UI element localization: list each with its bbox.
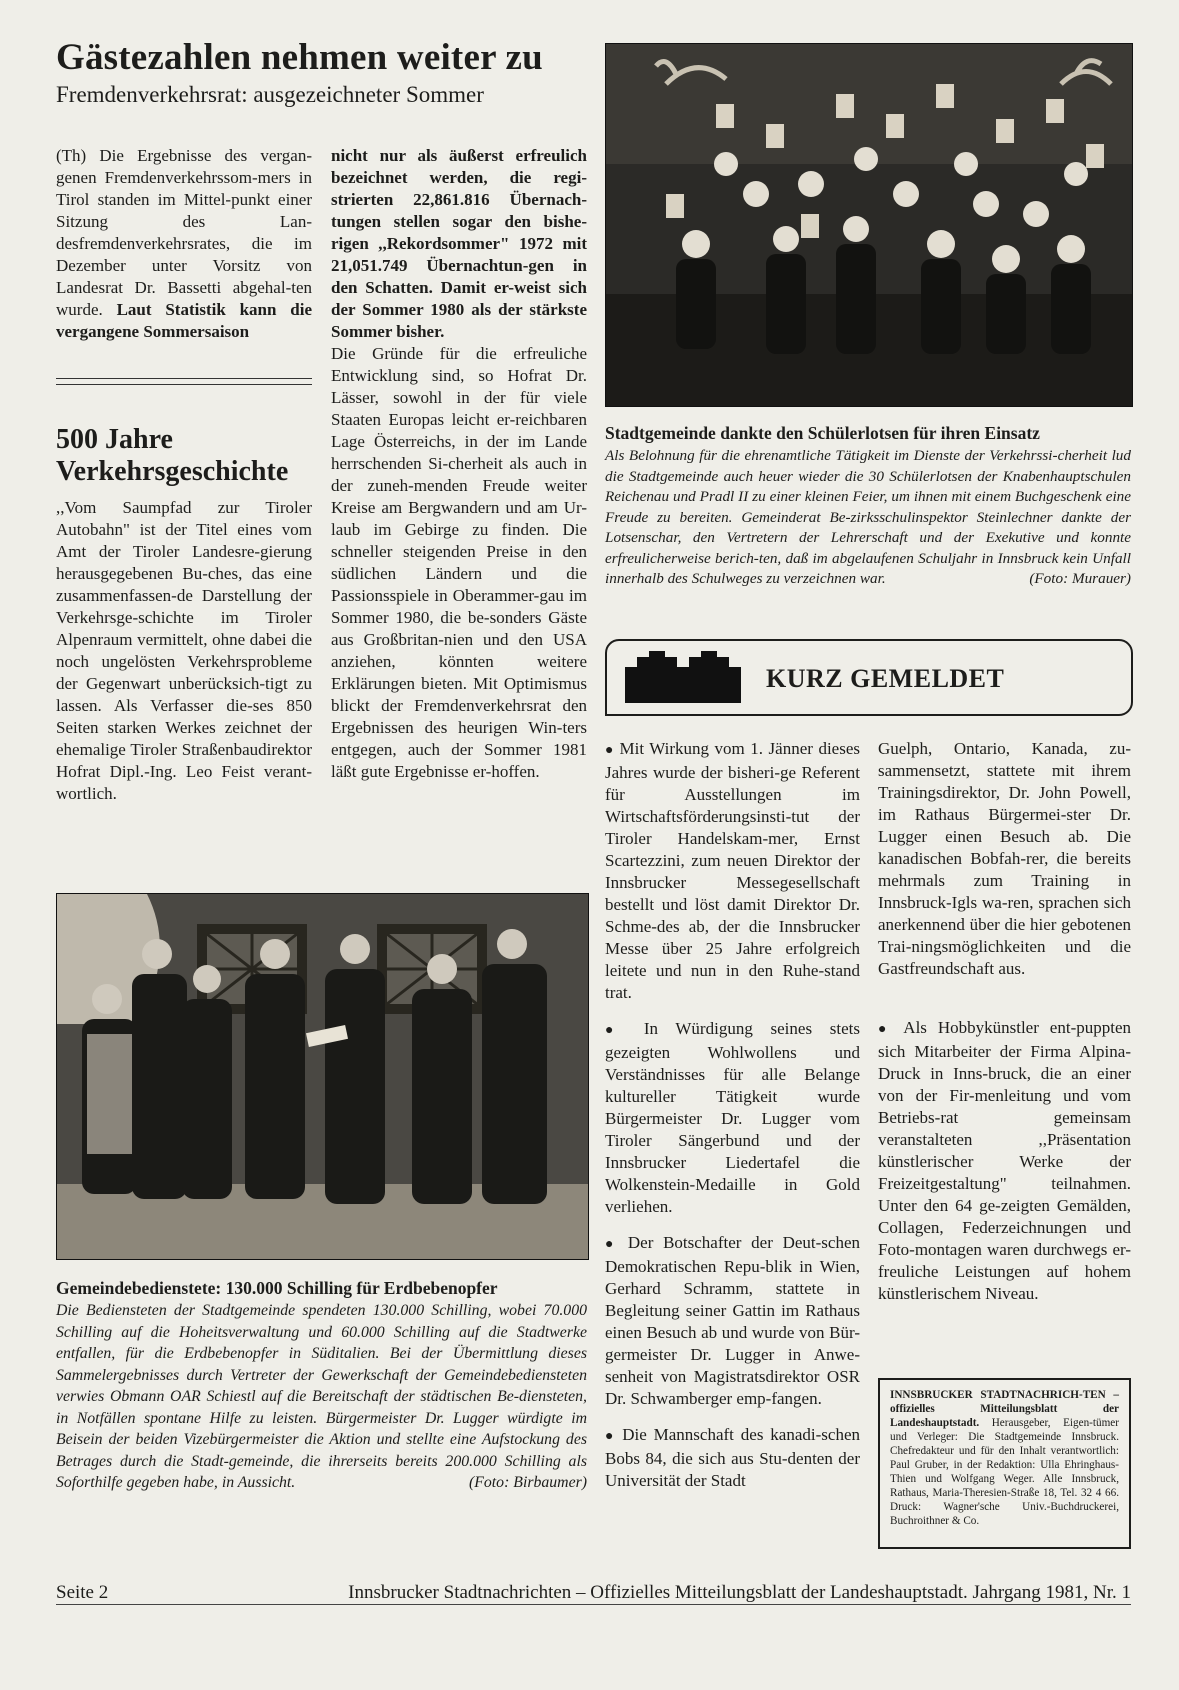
photo-bottom-title: Gemeindebedienstete: 130.000 Schilling für Erdbebenopfer [56,1278,498,1298]
footer-page-number: Seite 2 [56,1582,109,1603]
kurz-col1 [605,738,860,1492]
photo-top-title: Stadtgemeinde dankte den Schülerlotsen für ihren Einsatz [605,423,1040,443]
tower-logo-icon [625,651,741,703]
photo-gemeindebedienstete-image [57,894,588,1259]
impressum-box [878,1378,1131,1549]
double-rule-divider [56,378,312,385]
impressum-title: INNSBRUCKER STADTNACHRICH-TEN – offizielles Mitteilungsblatt der Landeshauptstadt. [890,1389,1119,1429]
photo-top-credit: (Foto: Murauer) [1029,570,1131,587]
kurz-item-2: ● In Würdigung seines stets gezeigten Wohlwollens und Verständnisses für alle Belange kultureller Tätigkeit wurde Bürgermeister Dr. Lugger vom Tiroler Sängerbund und der Innsbrucker Liedertafel die Wolkenstein-Medaille in Gold verliehen. [605,1018,860,1218]
article1-intro: (Th) Die Ergebnisse des vergan-genen Fremdenverkehrssom-mers in Tirol standen im Mittel-punkt einer Sitzung des Lan-desfremdenverkehrsrates, die im Dezember unter Vorsitz von Landesrat Dr. Bassetti abgehal-ten wurde. [56,146,312,319]
kurz-gemeldet-title: KURZ GEMELDET [766,664,1005,693]
kurz-item-4: ● Die Mannschaft des kanadi-schen Bobs 84, die sich aus Stu-denten der Universität der Stadt [605,1424,860,1492]
photo-bottom-credit: (Foto: Birbaumer) [468,1474,587,1491]
photo-bottom-caption [56,1300,587,1494]
kurz-item-1: ● Mit Wirkung vom 1. Jänner dieses Jahres wurde der bisheri-ge Referent für Ausstellungen im Wirtschaftsförderungsinsti-tut der Tiroler Handelskam-mer, Ernst Scartezzini, zum neuen Direktor der Innsbrucker Messegesellschaft bestellt und löst damit Direktor Dr. Schme-des ab, der die Innsbrucker Messe über 25 Jahre erfolgreich leitete und nun in den Ruhe-stand trat. [605,738,860,1004]
kurz-item-4-cont: Guelph, Ontario, Kanada, zu-sammensetzt, stattete mit ihrem Trainingsdirektor, Dr. John Powell, im Rathaus Bürgermei-ster Dr. Lugger einen Besuch ab. Die kanadischen Bobfah-rer, die bereits mehrmals zum Training in Innsbruck-Igls wa-ren, sprachen sich anerkennend über die hier gebotenen Trai-ningsmöglichkeiten und die Gastfreundschaft aus. [878,739,1131,978]
footer-rule [56,1604,1131,1605]
photo-bottom-caption-text: Die Bediensteten der Stadtgemeinde spendeten 130.000 Schilling, wobei 70.000 Schilling auf die Hoheitsverwaltung und 60.000 Schilling auf die Stadtwerke entfallen, für die Erdbebenopfer in Süditalien. Bei der Übermittlung dieses Sammelergebnisses durch Vertreter der Gewerkschaft der Gemeindebediensteten verwies Obmann OAR Schiestl auf die Bereitschaft der städtischen Be-diensteten, in Notfällen spontane Hilfe zu leisten. Bürgermeister Dr. Lugger würdigte im Beisein der beiden Vizebürgermeister die Aktion und stellte eine Aufstockung des Betrages durch die Stadt-gemeinde, die ihrerseits bereits 200.000 Schilling als Soforthilfe gegeben habe, in Aussicht. [56,1302,587,1491]
photo-schuelerlotsen-image [606,44,1132,406]
photo-top-caption [605,446,1131,590]
headline: Gästezahlen nehmen weiter zu [56,37,543,78]
kurz-col2 [878,738,1131,1305]
article2-body: ,,Vom Saumpfad zur Tiroler Autobahn" ist der Titel eines vom Amt der Tiroler Landesre-gierung herausgegebenen Bu-ches, das eine zusammenfassen-de Darstellung der Verkehrsge-schichte im Tiroler Alpenraum vermittelt, ohne dabei die noch ungelösten Verkehrsprobleme der Gegenwart unberücksich-tigt zu lassen. Als Verfasser die-ses 850 Seiten starken Werkes zeichnet der ehemalige Tiroler Straßenbaudirektor Hofrat Dipl.-Ing. Leo Feist verant-wortlich. [56,498,312,803]
photo-top-caption-text: Als Belohnung für die ehrenamtliche Tätigkeit im Dienste der Verkehrssi-cherheit lud die Stadtgemeinde auch heuer wieder die 30 Schülerlotsen der Knabenhauptschulen Reichenau und Pradl II zu einer kleinen Feier, um ihnen mit einem Buchgeschenk eine Freude zu bereiten. Gemeinderat Be-zirksschulinspektor Steinlechner dankte der Lotsenschar, den Vertretern der Lehrerschaft und der Exekutive und konnte erfreulicherweise berich-ten, daß im abgelaufenen Schuljahr in Innsbruck kein Unfall innerhalb des Schulweges zu verzeichnen war. [605,447,1131,587]
footer-publication: Innsbrucker Stadtnachrichten – Offizielles Mitteilungsblatt der Landeshauptstadt. Jahrgang 1981, Nr. 1 [348,1582,1131,1603]
article1-col1 [56,145,312,343]
photo-schuelerlotsen [605,43,1133,407]
subheadline: Fremdenverkehrsrat: ausgezeichneter Sommer [56,82,484,107]
kurz-item-3: ● Der Botschafter der Deut-schen Demokratischen Repu-blik in Wien, Gerhard Schramm, stattete in Begleitung seiner Gattin im Rathaus einen Besuch ab und wurde von Bür-germeister Dr. Lugger in Anwe-senheit von Magistratsdirektor OSR Dr. Schwamberger emp-fangen. [605,1232,860,1410]
article1-body: Die Gründe für die erfreuliche Entwicklung sind, so Hofrat Dr. Lässer, sowohl in der für viele Staaten Europas leicht er-reichbaren Lage Österreichs, in der im Lande herrschenden Si-cherheit als auch in der zuneh-menden Freude weiter Kreise am Bergwandern und am Ur-laub im Gebirge zu finden. Die schneller steigenden Preise in den südlichen Ländern und die Passionsspiele in Oberammer-gau im Sommer 1980, die be-sonders Gäste aus Großbritan-nien und den USA anziehen, könnten weitere Erklärungen bieten. Mit Optimismus blickt der Fremdenverkehrsrat den Ergebnissen des heurigen Win-ters entgegen, auch der Sommer 1981 läßt gute Ergebnisse er-hoffen. [331,344,587,781]
section-title-verkehrsgeschichte: 500 Jahre Verkehrsgeschichte [56,424,289,487]
photo-gemeindebedienstete [56,893,589,1260]
article1-col2 [331,145,587,783]
kurz-item-5: ● Als Hobbykünstler ent-puppten sich Mitarbeiter der Firma Alpina-Druck in Inns-bruck, die an einer von der Fir-menleitung und vom Betriebs-rat gemeinsam veranstalteten ,,Präsentation künstlerischer Werke der Freizeitgestaltung" teilnahmen. Unter den 64 ge-zeigten Gemälden, Collagen, Federzeichnungen und Foto-montagen waren durchwegs er-freuliche Leistungen auf hohem künstlerischem Niveau. [878,1017,1131,1305]
article1-bold-start: Laut Statistik kann die vergangene Sommersaison [56,300,313,341]
impressum-text: Herausgeber, Eigen-tümer und Verleger: Die Stadtgemeinde Innsbruck. Chefredakteur und für den Inhalt verantwortlich: Paul Gruber, in der Redaktion: Ulla Ehringhaus-Thien und Wolfgang Weger. Alle Innsbruck, Rathaus, Maria-Theresien-Straße 18, Tel. 32 4 66. Druck: Wagner'sche Univ.-Buchdruckerei, Buchroithner & Co. [890,1417,1119,1527]
article1-bold-cont: nicht nur als äußerst erfreulich bezeichnet werden, die regi-strierten 22,861.816 Übernach-tungen stellen sogar den bishe-rigen ,,Rekordsommer" 1972 mit 21,051.749 Übernachtun-gen in den Schatten. Damit er-weist sich der Sommer 1980 als der stärkste Sommer bisher. [331,146,587,341]
